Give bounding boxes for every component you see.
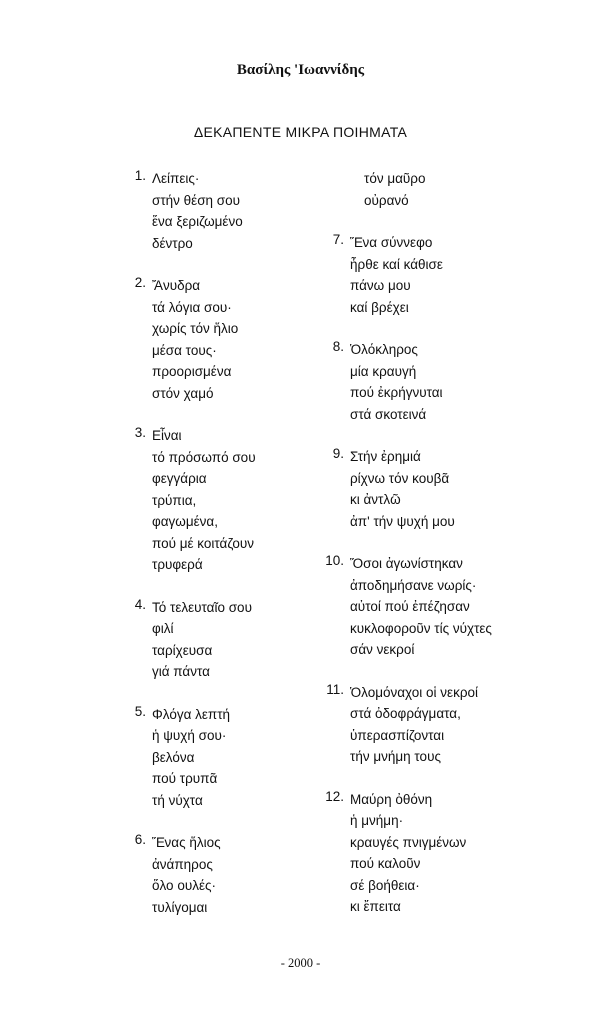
poem-number: 2. (134, 275, 146, 290)
poem-line: ἦρθε καί κάθισε (350, 256, 443, 272)
poem-line: κυκλοφοροῦν τίς νύχτες (350, 620, 492, 636)
poem-number: 9. (332, 446, 344, 461)
poem-3 (124, 425, 344, 576)
poem-line: κι ἔπειτα (350, 899, 401, 914)
poem-1 (124, 168, 344, 254)
poem-line: χωρίς τόν ἥλιο (152, 321, 239, 336)
poem-2 (124, 275, 344, 404)
poem-line: πού ἐκρήγνυται (350, 385, 443, 400)
poem-number: 6. (134, 832, 146, 847)
poem-line: Ἕνας ἥλιος (152, 835, 221, 850)
poem-line: τόν μαῦρο (364, 171, 426, 186)
poem-line: οὐρανό (364, 192, 409, 208)
poem-line: μία κραυγή (350, 363, 417, 379)
poem-line: πού μέ κοιτάζουν (152, 535, 255, 551)
poem-12 (322, 789, 572, 918)
poem-line: ἀνάπηρος (152, 856, 213, 872)
poem-line: Εἶναι (152, 428, 182, 443)
poem-line: πάνω μου (350, 278, 411, 293)
poem-6-continued (322, 168, 572, 211)
poem-line: γιά πάντα (152, 664, 210, 679)
poem-line: στά ὀδοφράγματα, (350, 706, 461, 721)
poem-line: στήν θέση σου (152, 192, 241, 208)
poem-line: πού καλοῦν (350, 856, 421, 871)
poem-number: 5. (134, 703, 146, 719)
poem-line: δέντρο (152, 235, 193, 251)
poem-line: ὑπερασπίζονται (350, 727, 445, 743)
poem-line: Ὁλομόναχοι οἱ νεκροί (350, 684, 478, 700)
poem-4 (124, 597, 344, 683)
poem-line: ἡ μνήμη· (350, 813, 404, 828)
right-column (322, 168, 572, 918)
author-name: Βασίλης 'Ιωαννίδης (236, 62, 365, 78)
poem-line: Λείπεις· (152, 171, 200, 186)
poem-line: φαγωμένα, (152, 514, 218, 529)
poem-line: φιλί (152, 621, 174, 636)
poem-line: Ἕνα σύννεφο (350, 235, 433, 250)
poem-line: τά λόγια σου· (152, 299, 232, 315)
poem-line: Ὁλόκληρος (350, 342, 418, 357)
poem-number: 1. (134, 168, 146, 183)
poem-number: 7. (332, 232, 344, 247)
poem-number: 4. (134, 596, 146, 612)
poem-line: προορισμένα (152, 364, 232, 379)
collection-title: ΔΕΚΑΠΕΝΤΕ ΜΙΚΡΑ ΠΟΙΗΜΑΤΑ (193, 124, 408, 140)
poem-line: τρυφερά (152, 557, 203, 572)
poem-line: Μαύρη ὀθόνη (350, 791, 433, 807)
poem-line: τό πρόσωπό σου (152, 449, 256, 465)
poem-line: αὐτοί πού ἐπέζησαν (350, 599, 470, 614)
poem-line: ὅλο ουλές· (152, 878, 216, 893)
poem-line: Ὅσοι ἀγωνίστηκαν (350, 556, 463, 571)
poem-line: Ἄνυδρα (152, 278, 201, 293)
poem-line: τήν μνήμη τους (350, 749, 441, 764)
poem-number: 3. (134, 425, 146, 440)
poem-line: ταρίχευσα (152, 642, 213, 658)
poem-line: ἀπ' τήν ψυχή μου (350, 513, 455, 529)
poem-5 (124, 704, 344, 812)
poem-line: σέ βοήθεια· (350, 877, 420, 893)
poem-number: 10. (325, 553, 344, 568)
poem-line: Στήν ἐρημιά (350, 449, 421, 464)
poem-line: κραυγές πνιγμένων (350, 834, 467, 850)
poem-line: βελόνα (152, 749, 195, 765)
poem-line: σάν νεκροί (350, 642, 415, 657)
poem-7 (322, 232, 572, 318)
poem-number: 8. (332, 339, 344, 354)
poem-10 (322, 553, 572, 661)
poem-line: ἀποδημήσανε νωρίς· (350, 577, 477, 593)
poem-line: τρύπια, (152, 492, 197, 508)
poem-line: Τό τελευταῖο σου (152, 599, 252, 615)
poem-line: Φλόγα λεπτή (152, 706, 231, 722)
left-column (124, 168, 344, 918)
page-number: - 2000 - (280, 956, 321, 970)
poem-line: καί βρέχει (350, 299, 409, 315)
poem-9 (322, 446, 572, 532)
poem-line: μέσα τους· (152, 342, 217, 358)
poem-line: τή νύχτα (152, 792, 203, 808)
poem-line: τυλίγομαι (152, 899, 208, 915)
poem-number: 12. (325, 788, 344, 804)
poem-line: φεγγάρια (152, 471, 207, 486)
poem-11 (322, 682, 572, 768)
poem-line: ρίχνω τόν κουβᾶ (350, 470, 450, 486)
poem-number: 11. (326, 681, 344, 697)
poem-line: κι ἀντλῶ (350, 492, 401, 507)
poem-6 (124, 832, 344, 918)
poem-8 (322, 339, 572, 425)
poem-line: στόν χαμό (152, 385, 214, 401)
poem-line: πού τρυπᾶ (152, 771, 218, 786)
poem-line: ἕνα ξεριζωμένο (152, 214, 243, 229)
poem-line: στά σκοτεινά (350, 406, 427, 422)
poem-line: ἡ ψυχή σου· (152, 728, 227, 743)
